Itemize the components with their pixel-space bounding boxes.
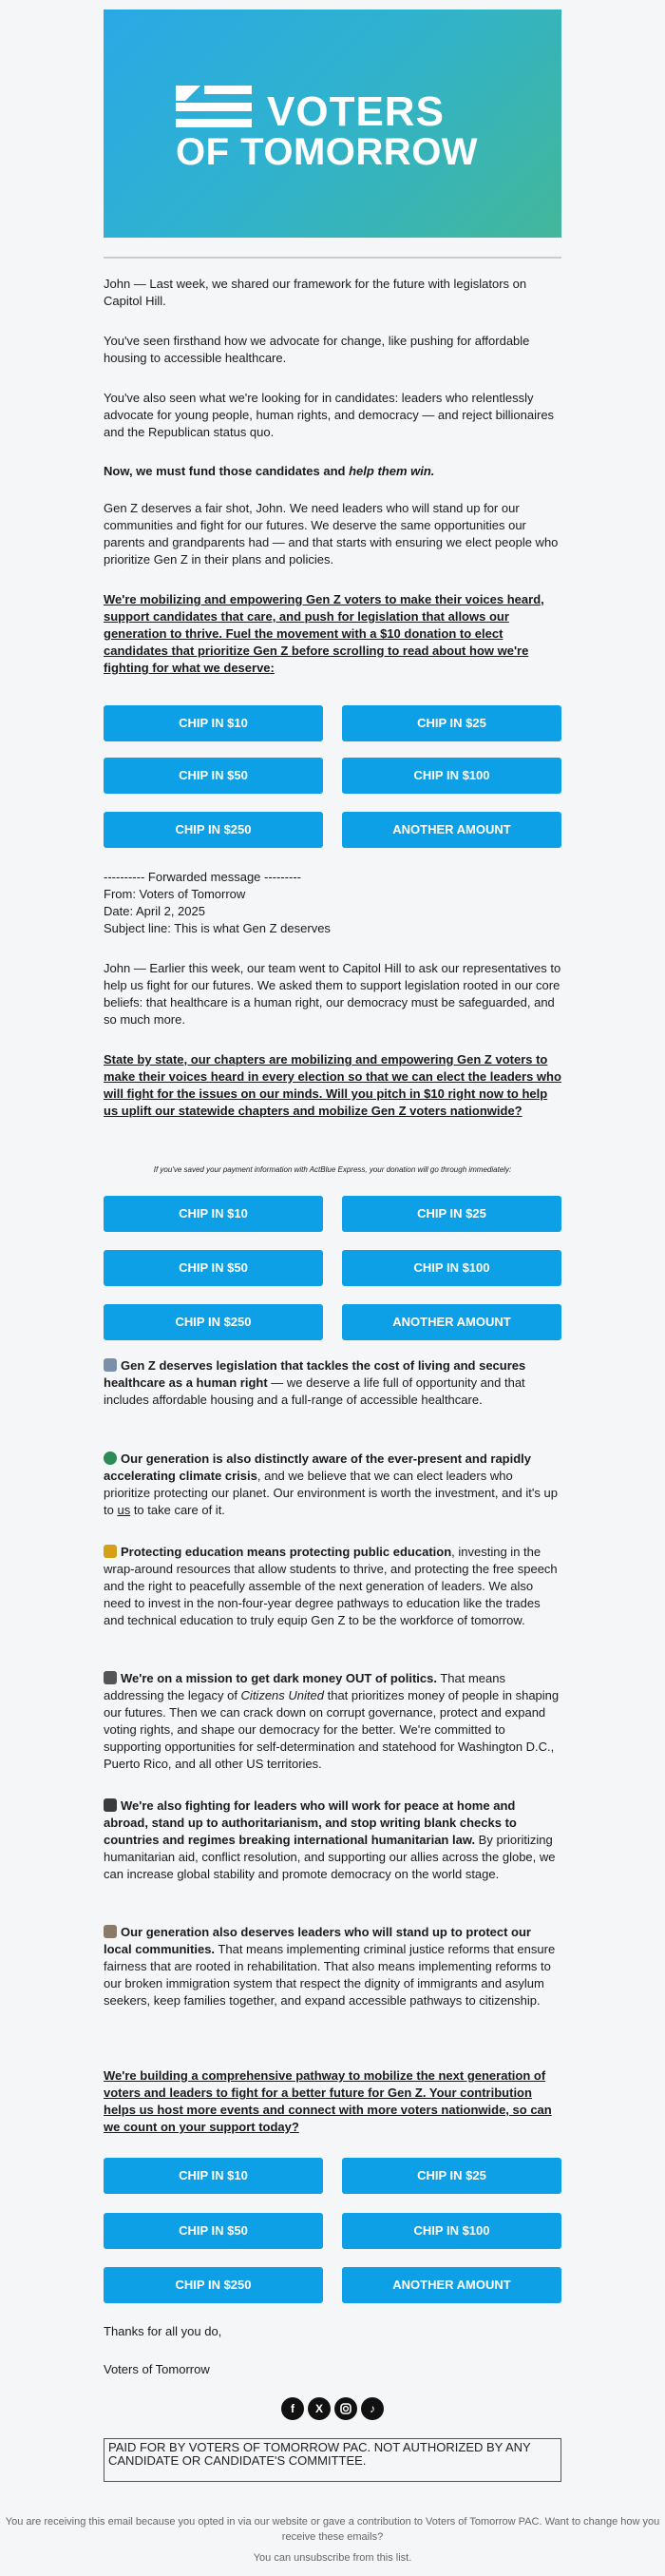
divider [104,257,561,259]
issue-2-text: , and we believe that we can elect leaders who prioritize protecting our planet. Our environment is worth the investment, and it's up to [104,1469,558,1517]
another-amount-button[interactable]: ANOTHER AMOUNT [342,1304,561,1340]
issue-peace [104,1797,561,1883]
home-community-icon [104,1925,117,1938]
voters-of-tomorrow-logo[interactable] [176,86,489,171]
chip-in-100-button[interactable]: CHIP IN $100 [342,1250,561,1286]
signoff-name: Voters of Tomorrow [104,2362,210,2376]
chip-in-10-button[interactable]: CHIP IN $10 [104,705,323,741]
chip-in-25-button[interactable]: CHIP IN $25 [342,705,561,741]
issue-dark-money [104,1670,561,1773]
social-links [281,2397,386,2420]
unsubscribe-link[interactable]: You can unsubscribe from this list. [253,2552,412,2564]
donate-ask-link-1[interactable]: We're mobilizing and empowering Gen Z voters to make their voices heard, support candidates that care, and push for legislation that allows our generation to thrive. Fuel the movement with a $10 donation to elect candidates that prioritize Gen Z before scrolling to read about how we're fighting for what we deserve: [104,592,544,675]
intro-paragraph-2: You've seen firsthand how we advocate for change, like pushing for affordable housing to accessible healthcare. [104,334,530,365]
chip-in-25-button[interactable]: CHIP IN $25 [342,2158,561,2194]
chip-in-250-button[interactable]: CHIP IN $250 [104,1304,323,1340]
issue-4-text-2: that prioritizes money of people in shaping our futures. Then we can crack down on corrupt governance, protect and expand voting rights, and shape our democracy for the better. We're committed to supporting opportunities for self-determination and statehood for Washington D.C., Puerto Rico, and all other US territories. [104,1688,560,1771]
another-amount-button[interactable]: ANOTHER AMOUNT [342,812,561,848]
fund-candidates-text: Now, we must fund those candidates and [104,464,350,478]
logo-text-of-tomorrow: OF TOMORROW [176,131,479,173]
issue-6-text: That means implementing criminal justice reforms that ensure fairness that are rooted in rehabilitation. That also means implementing reforms to our broken immigration system that respect the dignity of immigrants and asylum seekers, keep families together, and expand accessible pathways to citizenship. [104,1942,556,2008]
chip-in-10-button[interactable]: CHIP IN $10 [104,1196,323,1232]
forward-subject: Subject line: This is what Gen Z deserves [104,921,331,935]
house-icon [104,1358,117,1372]
signoff-thanks: Thanks for all you do, [104,2324,222,2338]
issue-communities [104,1924,561,2009]
chip-in-50-button[interactable]: CHIP IN $50 [104,1250,323,1286]
graduation-icon [104,1545,117,1558]
forward-separator: ---------- Forwarded message --------- [104,870,301,884]
issue-1-text: — we deserve a life full of opportunity and that includes affordable housing and a full-range of accessible healthcare. [104,1375,525,1407]
money-icon [104,1671,117,1684]
issue-cost-of-living [104,1357,561,1409]
forward-from: From: Voters of Tomorrow [104,887,246,901]
help-them-win-text: help them win. [349,464,435,478]
issue-5-heading: We're also fighting for leaders who will work for peace at home and abroad, stand up to authoritarianism, and stop writing blank checks to countries and regimes breaking international humanitarian law. [104,1798,517,1847]
donate-ask-link-2[interactable]: State by state, our chapters are mobilizing and empowering Gen Z voters to make their voices heard in every election so that we can elect the leaders who will fight for the issues on our minds. Will you pitch in $10 right now to help us uplift our statewide chapters and mobilize Gen Z voters nationwide? [104,1052,561,1118]
paid-for-disclaimer: PAID FOR BY VOTERS OF TOMORROW PAC. NOT AUTHORIZED BY ANY CANDIDATE OR CANDIDATE'S COMMITTEE. [104,2438,561,2482]
intro-paragraph-4 [104,463,561,480]
issue-4-heading: We're on a mission to get dark money OUT of politics. [121,1671,437,1685]
issue-2-end: to take care of it. [130,1503,225,1517]
donate-ask-link-3[interactable]: We're building a comprehensive pathway to mobilize the next generation of voters and leaders to fight for a better future for Gen Z. Your contribution helps us host more events and connect with more voters nationwide, so can we count on your support today? [104,2068,552,2134]
issue-1-heading: Gen Z deserves legislation that tackles the cost of living and secures healthcare as a human right [104,1358,526,1390]
intro-paragraph-3: You've also seen what we're looking for in candidates: leaders who relentlessly advocate for young people, human rights, and democracy — and reject billionaires and the Republican status quo. [104,391,555,439]
issue-education [104,1544,561,1629]
issue-6-heading: Our generation also deserves leaders who will stand up to protect our local communities. [104,1925,531,1956]
issue-climate [104,1451,561,1519]
body-paragraph-1: John — Earlier this week, our team went to Capitol Hill to ask our representatives to help us fight for our futures. We asked them to support legislation rooted in our core beliefs: that healthcare is a human right, our democracy must be safeguarded, and so much more. [104,961,561,1027]
issue-3-heading: Protecting education means protecting public education [121,1545,452,1559]
chip-in-250-button[interactable]: CHIP IN $250 [104,812,323,848]
actblue-note: If you've saved your payment information with ActBlue Express, your donation will go through immediately: [153,1165,512,1174]
facebook-icon[interactable]: f [281,2397,304,2420]
intro-paragraph-1: John — Last week, we shared our framework for the future with legislators on Capitol Hill. [104,277,527,308]
intro-paragraph-5: Gen Z deserves a fair shot, John. We need leaders who will stand up for our communities and fight for our futures. We deserve the same opportunities our parents and grandparents had — and that starts with ensuring we elect people who prioritize Gen Z in their plans and policies. [104,501,559,567]
logo-text-voters: VOTERS [267,88,445,135]
footer-optin-text: You are receiving this email because you opted in via our website or gave a contribution to Voters of Tomorrow PAC. Want to change how you receive these emails? [5,2516,660,2543]
issue-2-us: us [117,1503,131,1517]
chip-in-25-button[interactable]: CHIP IN $25 [342,1196,561,1232]
chip-in-250-button[interactable]: CHIP IN $250 [104,2267,323,2303]
globe-icon [104,1451,117,1465]
pen-icon [104,1798,117,1812]
issue-3-text: , investing in the wrap-around resources that allow students to thrive, and protecting the free speech and the right to peacefully assemble of the next generation of leaders. We also need to invest in the non-four-year degree pathways to education like the trades and technical education to truly equip Gen Z to be the workforce of tomorrow. [104,1545,558,1627]
forward-date: Date: April 2, 2025 [104,904,205,918]
chip-in-100-button[interactable]: CHIP IN $100 [342,2213,561,2249]
instagram-icon[interactable] [334,2397,357,2420]
chip-in-10-button[interactable]: CHIP IN $10 [104,2158,323,2194]
x-icon[interactable]: X [308,2397,331,2420]
chip-in-50-button[interactable]: CHIP IN $50 [104,2213,323,2249]
citizens-united-text: Citizens United [240,1688,324,1702]
another-amount-button[interactable]: ANOTHER AMOUNT [342,2267,561,2303]
chip-in-50-button[interactable]: CHIP IN $50 [104,758,323,794]
issue-2-heading: Our generation is also distinctly aware of the ever-present and rapidly accelerating climate crisis [104,1451,532,1483]
chip-in-100-button[interactable]: CHIP IN $100 [342,758,561,794]
issue-5-text: By prioritizing humanitarian aid, conflict resolution, and supporting our allies across the globe, we can increase global stability and promote democracy on the world stage. [104,1833,556,1881]
header-banner [104,10,561,238]
issue-4-text-1: That means addressing the legacy of [104,1671,505,1702]
logo-mark-icon [176,86,257,127]
tiktok-icon[interactable]: ♪ [361,2397,384,2420]
